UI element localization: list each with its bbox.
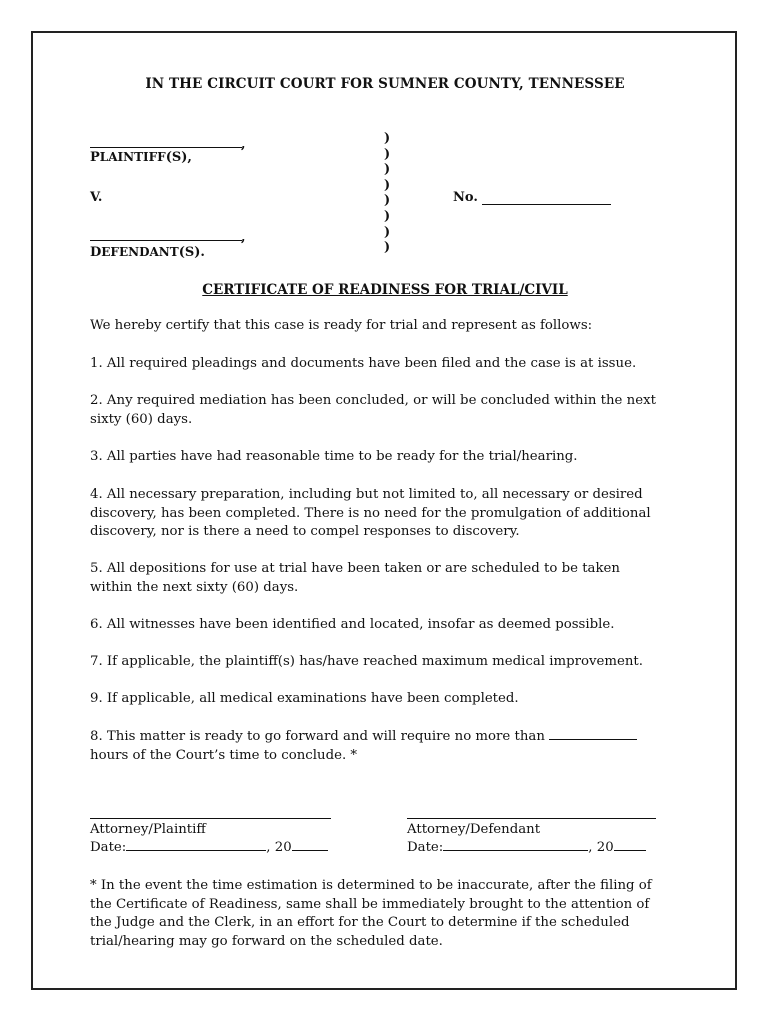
defendant-attorney-label: Attorney/Defendant — [407, 822, 541, 837]
caption-paren: ) — [384, 193, 391, 209]
defendant-year-line — [614, 849, 646, 851]
certificate-title: CERTIFICATE OF READINESS FOR TRIAL/CIVIL — [202, 282, 568, 298]
defendant-label — [90, 245, 205, 260]
defendant-label-rest: EFENDANT — [101, 245, 179, 259]
case-number-label: No. — [453, 190, 478, 205]
caption-paren: ) — [384, 240, 391, 256]
caption-paren: ) — [384, 131, 391, 146]
defendant-date-line — [443, 849, 588, 851]
plaintiff-name-line — [90, 147, 242, 148]
caption-parenthesis-column — [384, 131, 396, 256]
plaintiff-attorney-label: Attorney/Plaintiff — [90, 822, 206, 837]
item-8-text-continued: hours of the Court’s time to conclude. * — [90, 747, 358, 763]
defendant-year-prefix: , 20 — [588, 840, 614, 855]
plaintiff-label-rest: LAINTIFF — [99, 150, 166, 164]
defendant-comma: , — [241, 230, 246, 245]
plaintiff-attorney-signature-line — [90, 818, 331, 819]
court-title: IN THE CIRCUIT COURT FOR SUMNER COUNTY, TENNESSEE — [145, 76, 625, 92]
footnote: * In the event the time estimation is determined to be inaccurate, after the filing of the Certificate of Readiness, same shall be immediately brought to the attention of the Judge and the Clerk, in an effort for the Court to determine if the scheduled trial/hearing may go forward on the scheduled date. — [90, 878, 652, 949]
certificate-item-2: 2. Any required mediation has been concluded, or will be concluded within the next sixty (60) days. — [90, 393, 656, 427]
caption-paren: ) — [384, 146, 391, 162]
defendant-label-initial: D — [90, 245, 102, 260]
plaintiff-year-line — [292, 849, 328, 851]
plaintiff-date-field — [90, 839, 328, 858]
plaintiff-date-label: Date: — [90, 840, 127, 855]
plaintiff-label-suffix: (S), — [165, 150, 192, 165]
certificate-item-1: 1. All required pleadings and documents have been filed and the case is at issue. — [90, 356, 637, 371]
certificate-intro: We hereby certify that this case is ready for trial and represent as follows: — [90, 318, 593, 333]
defendant-attorney-signature-line — [407, 818, 656, 819]
case-number-line — [482, 204, 611, 205]
hours-estimate-line — [549, 738, 637, 740]
defendant-date-label: Date: — [407, 840, 444, 855]
certificate-item-6: 6. All witnesses have been identified and located, insofar as deemed possible. — [90, 617, 615, 632]
item-8-text: 8. This matter is ready to go forward and will require no more than — [90, 729, 545, 744]
certificate-item-4: 4. All necessary preparation, including but not limited to, all necessary or desired discovery, has been completed. There is no need for the promulgation of additional discovery, nor is there a need to compel responses to discovery. — [90, 487, 651, 539]
defendant-name-line — [90, 240, 242, 241]
plaintiff-label-initial: P — [90, 150, 100, 165]
certificate-item-5: 5. All depositions for use at trial have been taken or are scheduled to be taken within the next sixty (60) days. — [90, 561, 620, 595]
defendant-label-suffix: (S). — [178, 245, 205, 260]
plaintiff-label — [90, 150, 192, 165]
plaintiff-comma: , — [241, 137, 246, 152]
defendant-date-field — [407, 839, 646, 858]
caption-paren: ) — [384, 162, 391, 178]
certificate-item-7: 7. If applicable, the plaintiff(s) has/have reached maximum medical improvement. — [90, 654, 643, 669]
plaintiff-year-prefix: , 20 — [266, 840, 292, 855]
certificate-item-3: 3. All parties have had reasonable time to be ready for the trial/hearing. — [90, 449, 578, 464]
caption-paren: ) — [384, 224, 391, 240]
caption-paren: ) — [384, 177, 391, 193]
certificate-item-8 — [90, 728, 690, 765]
certificate-item-9: 9. If applicable, all medical examinations have been completed. — [90, 691, 519, 706]
versus-label: V. — [90, 190, 103, 205]
caption-paren: ) — [384, 208, 391, 224]
plaintiff-date-line — [126, 849, 266, 851]
